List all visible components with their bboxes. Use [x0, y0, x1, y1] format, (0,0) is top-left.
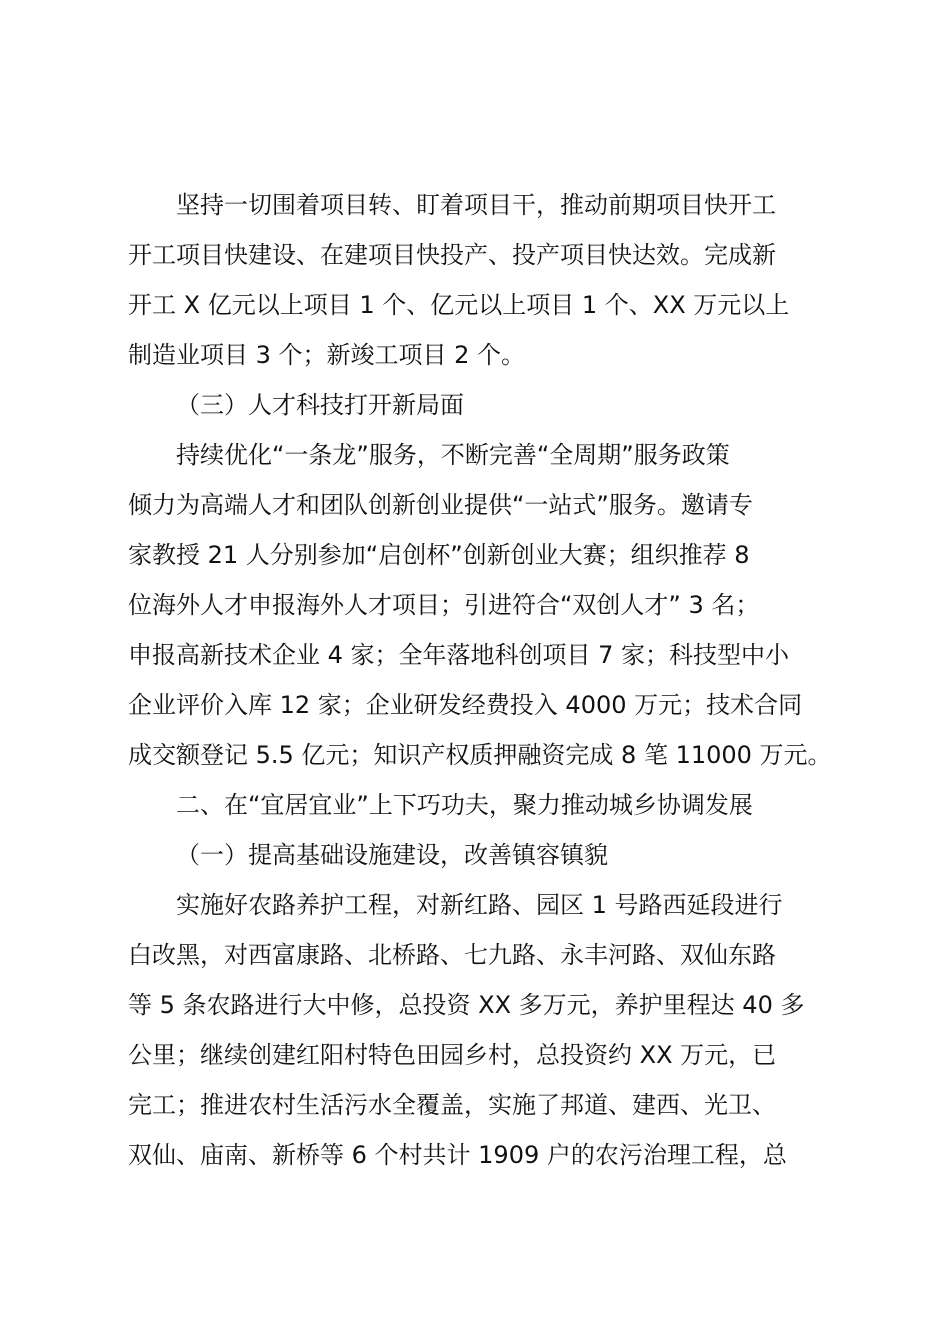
section-heading: （三）人才科技打开新局面	[176, 391, 464, 419]
paragraph-line: 白改黑，对西富康路、北桥路、七九路、永丰河路、双仙东路	[128, 941, 776, 969]
paragraph-line: 双仙、庙南、新桥等 6 个村共计 1909 户的农污治理工程，总	[128, 1141, 787, 1169]
paragraph-line: 完工；推进农村生活污水全覆盖，实施了邦道、建西、光卫、	[128, 1091, 776, 1119]
paragraph-line: 坚持一切围着项目转、盯着项目干，推动前期项目快开工	[176, 191, 776, 219]
paragraph-line: 倾力为高端人才和团队创新创业提供“一站式”服务。邀请专	[128, 491, 753, 519]
paragraph-line: 实施好农路养护工程，对新红路、园区 1 号路西延段进行	[176, 891, 783, 919]
paragraph-line: 等 5 条农路进行大中修，总投资 XX 多万元，养护里程达 40 多	[128, 991, 805, 1019]
paragraph-line: 申报高新技术企业 4 家；全年落地科创项目 7 家；科技型中小	[128, 641, 790, 669]
chapter-heading: 二、在“宜居宜业”上下巧功夫，聚力推动城乡协调发展	[176, 791, 753, 819]
paragraph-line: 成交额登记 5.5 亿元；知识产权质押融资完成 8 笔 11000 万元。	[128, 741, 832, 769]
paragraph-line: 制造业项目 3 个；新竣工项目 2 个。	[128, 341, 526, 369]
paragraph-line: 家教授 21 人分别参加“启创杯”创新创业大赛；组织推荐 8	[128, 541, 750, 569]
paragraph-line: 企业评价入库 12 家；企业研发经费投入 4000 万元；技术合同	[128, 691, 803, 719]
section-heading: （一）提高基础设施建设，改善镇容镇貌	[176, 841, 608, 869]
paragraph-line: 公里；继续创建红阳村特色田园乡村，总投资约 XX 万元，已	[128, 1041, 777, 1069]
paragraph-line: 开工项目快建设、在建项目快投产、投产项目快达效。完成新	[128, 241, 776, 269]
paragraph-line: 开工 X 亿元以上项目 1 个、亿元以上项目 1 个、XX 万元以上	[128, 291, 790, 319]
paragraph-line: 位海外人才申报海外人才项目；引进符合“双创人才” 3 名；	[128, 591, 760, 619]
paragraph-line: 持续优化“一条龙”服务，不断完善“全周期”服务政策	[176, 441, 730, 469]
